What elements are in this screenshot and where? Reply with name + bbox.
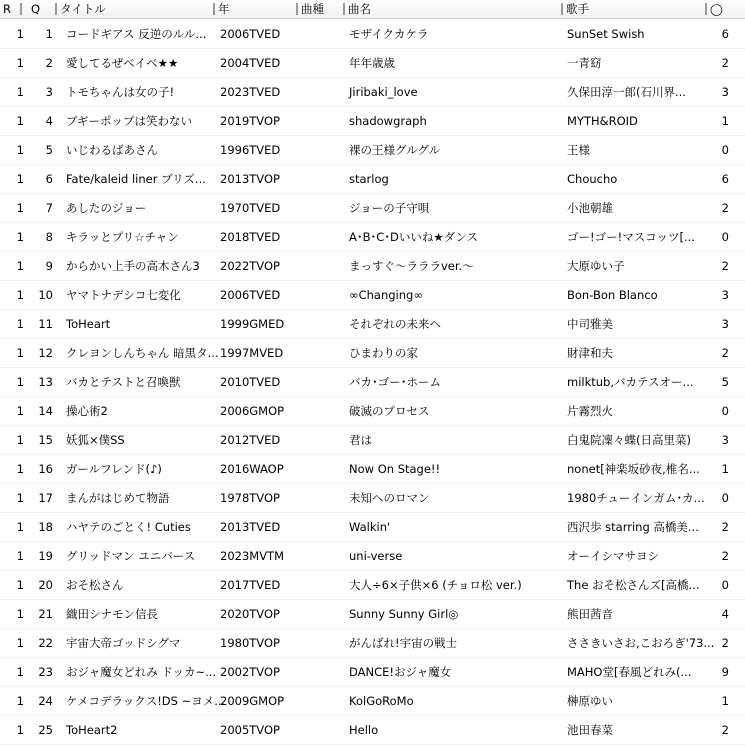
row-song-cell: Hello [349,723,379,737]
row-q-cell: 21 [38,607,53,621]
row-q-cell: 11 [38,317,53,331]
row-song-cell: Now On Stage!! [349,462,441,476]
row-count-cell: 4 [721,607,729,621]
row-q-cell: 8 [45,230,53,244]
row-kind-cell [300,339,344,368]
row-artist-cell: 榊原ゆい [567,694,613,708]
row-artist-cell: 財津和夫 [567,346,613,360]
row-r-cell: 1 [16,288,24,302]
row-r-cell: 1 [16,607,24,621]
table-row[interactable] [0,281,745,310]
row-year-cell: 1970TVED [220,201,281,215]
row-r-cell: 1 [16,143,24,157]
row-r-cell: 1 [16,549,24,563]
row-title-cell: バカとテストと召喚獣 [66,375,181,389]
column-header-kind-label: 曲種 [301,2,324,16]
table-row[interactable] [0,78,745,107]
column-header-year-label: 年 [218,2,230,16]
row-count-cell: 2 [721,723,729,737]
row-title-cell: ヤマトナデシコ七変化 [66,288,181,302]
row-year-cell: 2006GMOP [220,404,285,418]
row-count-cell: 2 [721,346,729,360]
row-year-cell: 2006TVED [220,27,281,41]
row-q-cell: 15 [38,433,53,447]
row-song-cell: shadowgraph [349,114,427,128]
column-header-bar [0,0,745,19]
row-song-cell: 大人÷6×子供×6 (チョロ松 ver.) [349,578,522,592]
row-count-cell: 2 [721,636,729,650]
row-q-cell: 5 [45,143,53,157]
row-year-cell: 1997MVED [220,346,284,360]
row-artist-cell: 久保田淳一郎(石川界... [567,85,686,99]
row-title-cell: いじわるばあさん [66,143,158,157]
table-row[interactable] [0,687,745,716]
row-kind-cell [300,426,344,455]
row-year-cell: 2010TVED [220,375,281,389]
row-song-cell: それぞれの未来へ [349,317,441,331]
row-kind-cell [300,513,344,542]
row-count-cell: 5 [721,375,729,389]
row-artist-cell: 白鬼院凜々蝶(日高里菜) [567,433,691,447]
row-count-cell: 2 [721,520,729,534]
column-header-song-label: 曲名 [348,2,371,16]
row-kind-cell [300,484,344,513]
table-row[interactable] [0,426,745,455]
row-count-cell: 1 [721,114,729,128]
row-kind-cell [300,542,344,571]
row-title-cell: まんがはじめて物語 [66,491,170,505]
row-artist-cell: 一青窈 [567,56,602,70]
row-kind-cell [300,658,344,687]
row-count-cell: 0 [721,404,729,418]
table-row[interactable] [0,542,745,571]
row-q-cell: 3 [45,85,53,99]
row-year-cell: 2022TVOP [220,259,280,273]
row-kind-cell [300,571,344,600]
row-count-cell: 3 [721,317,729,331]
column-header-song[interactable] [345,0,563,18]
row-year-cell: 2016WAOP [220,462,284,476]
row-song-cell: 破滅のプロセス [349,404,430,418]
row-q-cell: 6 [45,172,53,186]
row-song-cell: 未知へのロマン [349,491,430,505]
row-r-cell: 1 [16,723,24,737]
row-q-cell: 22 [38,636,53,650]
row-r-cell: 1 [16,172,24,186]
row-r-cell: 1 [16,317,24,331]
row-kind-cell [300,194,344,223]
row-year-cell: 2023MVTM [220,549,285,563]
row-song-cell: 年年歳歳 [349,56,395,70]
table-row[interactable] [0,658,745,687]
row-artist-cell: 中司雅美 [567,317,613,331]
row-title-cell: クレヨンしんちゃん 暗黒タ... [66,346,219,360]
row-song-cell: DANCE!おジャ魔女 [349,665,452,679]
row-year-cell: 1996TVED [220,143,281,157]
table-row[interactable] [0,194,745,223]
row-artist-cell: 片霧烈火 [567,404,613,418]
row-q-cell: 24 [38,694,53,708]
row-r-cell: 1 [16,433,24,447]
column-header-title-label: タイトル [60,2,106,16]
row-count-cell: 1 [721,694,729,708]
row-title-cell: ハヤテのごとく! Cuties [66,520,191,534]
row-count-cell: 3 [721,85,729,99]
row-song-cell: 裸の王様グルグル [349,143,441,157]
row-kind-cell [300,20,344,49]
row-song-cell: Sunny Sunny Girl◎ [349,607,459,621]
table-row[interactable] [0,310,745,339]
column-header-artist[interactable] [563,0,707,18]
row-r-cell: 1 [16,346,24,360]
row-year-cell: 2009GMOP [220,694,285,708]
row-artist-cell: MAHO堂[春風どれみ(... [567,665,692,679]
row-count-cell: 9 [721,665,729,679]
row-r-cell: 1 [16,375,24,389]
row-title-cell: 操心術2 [66,404,108,418]
table-row[interactable] [0,571,745,600]
row-title-cell: キラッとプリ☆チャン [66,230,179,244]
row-q-cell: 2 [45,56,53,70]
row-artist-cell: Choucho [567,172,618,186]
row-r-cell: 1 [16,462,24,476]
row-count-cell: 6 [721,27,729,41]
row-q-cell: 17 [38,491,53,505]
row-year-cell: 2020TVOP [220,607,280,621]
row-song-cell: KolGoRoMo [349,694,414,708]
row-kind-cell [300,78,344,107]
row-song-cell: バカ･ゴー･ホーム [349,375,441,389]
row-song-cell: A･B･C･Dいいね★ダンス [349,230,478,244]
row-kind-cell [300,600,344,629]
row-year-cell: 2004TVED [220,56,281,70]
row-year-cell: 1999GMED [220,317,285,331]
row-artist-cell: MYTH&ROID [567,114,638,128]
row-count-cell: 2 [721,259,729,273]
row-artist-cell: オーイシマサヨシ [567,549,659,563]
row-count-cell: 2 [721,549,729,563]
row-artist-cell: 王様 [567,143,590,157]
row-q-cell: 7 [45,201,53,215]
row-song-cell: まっすぐ〜ラララver.〜 [349,259,474,273]
table-row[interactable] [0,629,745,658]
table-row[interactable] [0,165,745,194]
row-artist-cell: nonet[神楽坂砂夜,椎名... [567,462,700,476]
row-title-cell: 妖狐×僕SS [66,433,125,447]
row-kind-cell [300,310,344,339]
row-year-cell: 2013TVED [220,520,281,534]
row-title-cell: 愛してるぜベイベ★★ [66,56,179,70]
row-q-cell: 4 [45,114,53,128]
column-header-count[interactable] [707,0,745,18]
table-row[interactable] [0,107,745,136]
column-header-title[interactable] [57,0,215,18]
row-year-cell: 2023TVED [220,85,281,99]
row-r-cell: 1 [16,201,24,215]
row-artist-cell: ゴー!ゴー!マスコッツ[... [567,230,695,244]
row-title-cell: ケメコデラックス!DS ~ヨメ... [66,694,226,708]
row-song-cell: uni-verse [349,549,403,563]
row-r-cell: 1 [16,114,24,128]
row-count-cell: 3 [721,288,729,302]
row-kind-cell [300,252,344,281]
row-artist-cell: 熊田茜音 [567,607,613,621]
row-count-cell: 0 [721,230,729,244]
table-row[interactable] [0,252,745,281]
table-row[interactable] [0,513,745,542]
row-year-cell: 2005TVOP [220,723,280,737]
row-year-cell: 2006TVED [220,288,281,302]
row-q-cell: 14 [38,404,53,418]
table-row[interactable] [0,136,745,165]
row-song-cell: Jiribaki_love [349,85,418,99]
row-title-cell: ブギーポップは笑わない [66,114,193,128]
column-header-count-label: ◯ [710,2,723,16]
row-r-cell: 1 [16,636,24,650]
column-header-r[interactable] [0,0,22,18]
row-title-cell: ToHeart2 [66,723,118,737]
row-r-cell: 1 [16,694,24,708]
row-q-cell: 16 [38,462,53,476]
row-title-cell: おそ松さん [66,578,124,592]
row-kind-cell [300,687,344,716]
row-q-cell: 9 [45,259,53,273]
row-count-cell: 0 [721,143,729,157]
row-count-cell: 0 [721,578,729,592]
row-q-cell: 18 [38,520,53,534]
row-title-cell: 宇宙大帝ゴッドシグマ [66,636,181,650]
row-song-cell: starlog [349,172,389,186]
row-kind-cell [300,716,344,745]
row-title-cell: おジャ魔女どれみ ドッカ~... [66,665,217,679]
row-title-cell: Fate/kaleid liner プリズ... [66,172,206,186]
column-header-q[interactable] [28,0,57,18]
row-q-cell: 10 [38,288,53,302]
table-row[interactable] [0,223,745,252]
column-header-q-label: Q [31,2,41,16]
row-year-cell: 2017TVED [220,578,281,592]
row-q-cell: 12 [38,346,53,360]
row-artist-cell: 1980チューインガム･カ... [567,491,705,505]
row-song-cell: がんばれ!宇宙の戦士 [349,636,458,650]
row-song-cell: Walkin' [349,520,391,534]
row-kind-cell [300,49,344,78]
row-year-cell: 2019TVOP [220,114,280,128]
row-year-cell: 1980TVOP [220,636,280,650]
table-row[interactable] [0,339,745,368]
table-row[interactable] [0,455,745,484]
row-title-cell: からかい上手の高木さん3 [66,259,200,273]
row-artist-cell: The おそ松さんズ[高橋... [567,578,700,592]
table-row[interactable] [0,20,745,49]
table-row[interactable] [0,49,745,78]
row-r-cell: 1 [16,259,24,273]
row-year-cell: 2018TVED [220,230,281,244]
table-row[interactable] [0,716,745,745]
row-r-cell: 1 [16,404,24,418]
row-song-cell: モザイクカケラ [349,27,429,41]
row-r-cell: 1 [16,665,24,679]
row-artist-cell: 大原ゆい子 [567,259,625,273]
row-q-cell: 20 [38,578,53,592]
row-q-cell: 19 [38,549,53,563]
row-title-cell: コードギアス 反逆のルル... [66,27,207,41]
column-header-artist-label: 歌手 [566,2,589,16]
row-kind-cell [300,136,344,165]
row-count-cell: 0 [721,491,729,505]
row-count-cell: 2 [721,56,729,70]
row-year-cell: 2013TVOP [220,172,280,186]
row-title-cell: 織田シナモン信長 [66,607,158,621]
row-year-cell: 2002TVOP [220,665,280,679]
row-title-cell: グリッドマン ユニバース [66,549,196,563]
row-r-cell: 1 [16,27,24,41]
row-r-cell: 1 [16,578,24,592]
row-r-cell: 1 [16,85,24,99]
row-r-cell: 1 [16,230,24,244]
row-year-cell: 2012TVED [220,433,281,447]
row-kind-cell [300,455,344,484]
row-song-cell: ∞Changing∞ [349,288,423,302]
row-kind-cell [300,629,344,658]
row-count-cell: 2 [721,201,729,215]
row-artist-cell: 西沢歩 starring 高橋美... [567,520,699,534]
row-title-cell: ToHeart [66,317,111,331]
row-kind-cell [300,397,344,426]
column-header-year[interactable] [215,0,298,18]
table-row[interactable] [0,368,745,397]
table-row[interactable] [0,484,745,513]
row-title-cell: トモちゃんは女の子! [66,85,175,99]
row-count-cell: 3 [721,433,729,447]
row-kind-cell [300,165,344,194]
row-r-cell: 1 [16,491,24,505]
row-q-cell: 13 [38,375,53,389]
table-row[interactable] [0,600,745,629]
row-song-cell: ひまわりの家 [349,346,418,360]
column-header-kind[interactable] [298,0,345,18]
row-artist-cell: 小池朝雄 [567,201,613,215]
row-r-cell: 1 [16,56,24,70]
row-kind-cell [300,368,344,397]
row-song-cell: 君は [349,433,372,447]
row-r-cell: 1 [16,520,24,534]
row-artist-cell: ささきいさお,こおろぎ'73... [567,636,715,650]
row-q-cell: 25 [38,723,53,737]
row-artist-cell: SunSet Swish [567,27,645,41]
column-header-r-label: R [3,2,11,16]
row-artist-cell: 池田春菜 [567,723,613,737]
row-kind-cell [300,223,344,252]
row-artist-cell: Bon-Bon Blanco [567,288,658,302]
row-kind-cell [300,107,344,136]
row-count-cell: 1 [721,462,729,476]
row-title-cell: ガールフレンド(♪) [66,462,162,476]
row-q-cell: 1 [45,27,53,41]
row-q-cell: 23 [38,665,53,679]
row-artist-cell: milktub,バカテスオー... [567,375,694,389]
row-song-cell: ジョーの子守唄 [349,201,430,215]
row-kind-cell [300,281,344,310]
table-row[interactable] [0,397,745,426]
row-year-cell: 1978TVOP [220,491,280,505]
row-title-cell: あしたのジョー [66,201,147,215]
row-count-cell: 6 [721,172,729,186]
